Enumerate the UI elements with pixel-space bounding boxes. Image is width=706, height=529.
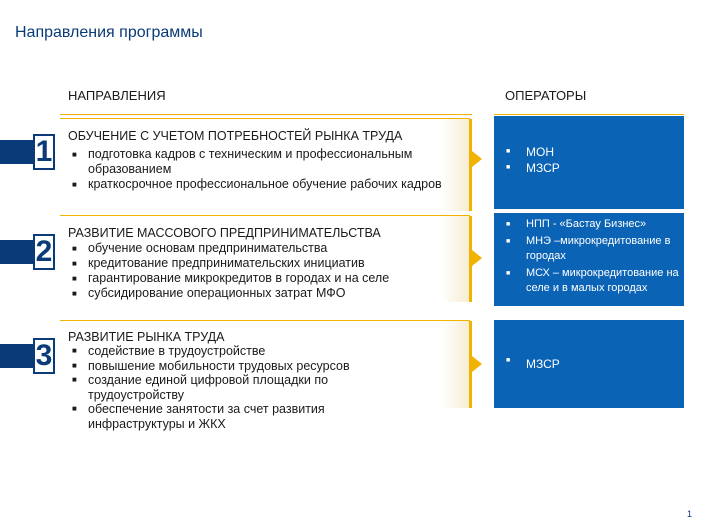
list-item: ■ краткосрочное профессиональное обучение рабочих кадров [72, 177, 464, 192]
direction-title-1: ОБУЧЕНИЕ С УЧЕТОМ ПОТРЕБНОСТЕЙ РЫНКА ТРУДА [68, 129, 403, 143]
header-operators: ОПЕРАТОРЫ [505, 88, 587, 103]
number-badge-1: 1 [33, 134, 55, 170]
list-item: ■ обеспечение занятости за счет развития инфраструктуры и ЖКХ [72, 402, 402, 431]
direction-row-3 [60, 320, 470, 431]
list-item: ■ повышение мобильности трудовых ресурсов [72, 359, 402, 374]
operator-box-3 [494, 320, 684, 408]
direction-list-2 [72, 241, 464, 301]
operator-item: ■ НПП - «Бастау Бизнес» [506, 217, 681, 232]
list-item: ■ содействие в трудоустройстве [72, 344, 402, 359]
operator-item: ■ МЗСР [506, 357, 676, 371]
list-item: ■ подготовка кадров с техническим и профессиональным образованием [72, 147, 464, 177]
slide-title: Направления программы [15, 24, 203, 41]
number-badge-3: 3 [33, 338, 55, 374]
operator-item: ■ МНЭ –микрокредитование в городах [506, 234, 681, 264]
operator-item: ■ МСХ – микрокредитование на селе и в малых городах [506, 266, 681, 296]
list-item: ■ кредитование предпринимательских инициатив [72, 256, 464, 271]
list-item: ■ субсидирование операционных затрат МФО [72, 286, 464, 301]
operator-list-3 [506, 357, 676, 371]
list-item: ■ создание единой цифровой площадки по трудоустройству [72, 373, 402, 402]
arrow-1 [472, 151, 482, 167]
operator-list-1 [506, 144, 676, 176]
operator-item: ■ МОН [506, 144, 676, 160]
direction-title-2: РАЗВИТИЕ МАССОВОГО ПРЕДПРИНИМАТЕЛЬСТВА [68, 226, 381, 240]
header-directions: НАПРАВЛЕНИЯ [68, 88, 166, 103]
operator-box-2 [494, 213, 684, 306]
list-item: ■ гарантирование микрокредитов в городах и на селе [72, 271, 464, 286]
direction-title-3: РАЗВИТИЕ РЫНКА ТРУДА [68, 330, 225, 344]
direction-list-3 [72, 344, 402, 431]
page-number: 1 [686, 509, 692, 519]
direction-row-1 [60, 118, 470, 211]
header-divider-right [494, 114, 684, 115]
operator-item: ■ МЗСР [506, 160, 676, 176]
direction-row-2 [60, 215, 470, 302]
arrow-2 [472, 250, 482, 266]
direction-list-1 [72, 147, 464, 192]
list-item: ■ обучение основам предпринимательства [72, 241, 464, 256]
header-divider-left [60, 114, 472, 115]
number-badge-2: 2 [33, 234, 55, 270]
operator-list-2 [506, 217, 681, 296]
arrow-3 [472, 356, 482, 372]
operator-box-1 [494, 116, 684, 209]
